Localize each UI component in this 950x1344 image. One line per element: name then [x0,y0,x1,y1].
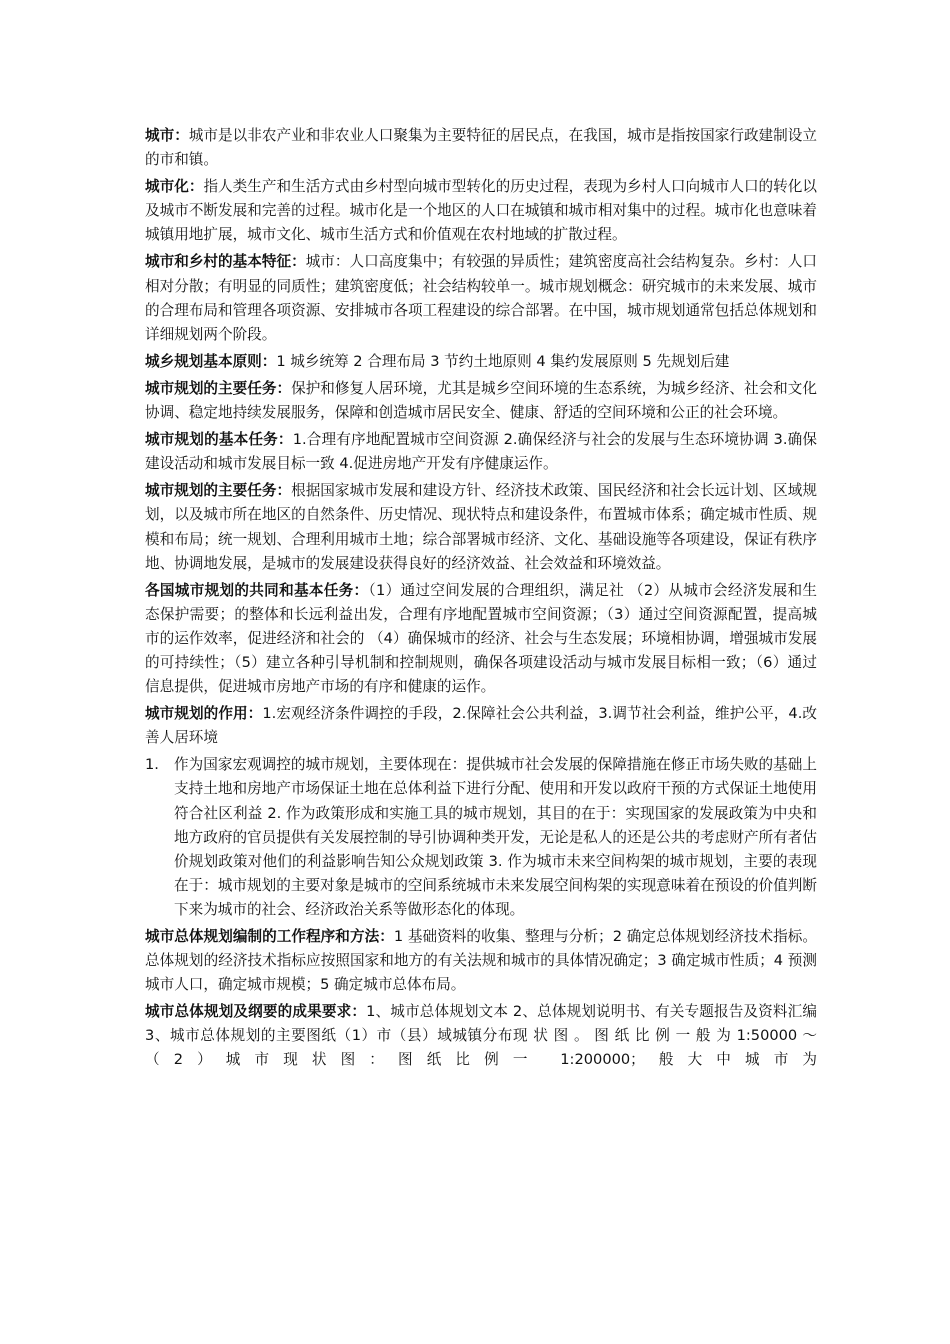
term-heading: 城市规划的作用： [145,705,263,723]
paragraph-common-tasks [145,579,817,699]
term-heading: 城市： [145,127,189,144]
paragraph-text: 保护和修复人居环境，尤其是城乡空间环境的生态系统，为城乡经济、社会和文化协调、稳定地持续发展服务，保障和创造城市居民安全、健康、舒适的空间环境和公正的社会环境。 [145,379,817,422]
paragraph-main-tasks-2 [145,479,817,575]
paragraph-text: 城市：人口高度集中；有较强的异质性；建筑密度高社会结构复杂。乡村：人口相对分散；有明显的同质性；建筑密度低；社会结构较单一。城市规划概念：研究城市的未来发展、城市的合理布局和管理各项资源、安排城市各项工程建设的综合部署。在中国，城市规划通常包括总体规划和详细规划两个阶段。 [145,253,817,343]
paragraph-planning-principles [145,350,817,374]
paragraph-text: 指人类生产和生活方式由乡村型向城市型转化的历史过程，表现为乡村人口向城市人口的转化以及城市不断发展和完善的过程。城市化是一个地区的人口在城镇和城市相对集中的过程。城市化也意味着城镇用地扩展，城市文化、城市生活方式和价值观在农村地域的扩散过程。 [145,178,817,244]
list-number: 1. [145,756,159,774]
paragraph-text: 1.合理有序地配置城市空间资源 2.确保经济与社会的发展与生态环境协调 3.确保建设活动和城市发展目标一致 4.促进房地产开发有序健康运作。 [145,431,817,473]
term-heading: 城市规划的基本任务： [145,431,293,449]
paragraph-urban-rural-features [145,250,817,346]
term-heading: 城乡规划基本原则： [145,352,277,370]
term-heading: 各国城市规划的共同和基本任务： [145,581,369,599]
term-heading: 城市化： [145,178,204,196]
paragraph-text: 根据国家城市发展和建设方针、经济技术政策、国民经济和社会长远计划、区域规划，以及城市所在地区的自然条件、历史情况、现状特点和建设条件，布置城市体系；确定城市性质、规模和布局；统一规划、合理利用城市土地；综合部署城市经济、文化、基础设施等各项建设，保证有秩序地、协调地发展，是城市的发展建设获得良好的经济效益、社会效益和环境效益。 [145,482,817,572]
term-heading: 城市总体规划编制的工作程序和方法： [145,928,394,945]
term-heading: 城市规划的主要任务： [145,482,292,500]
paragraph-urbanization [145,175,817,247]
term-heading: 城市规划的主要任务： [145,379,292,397]
list-item-text: 作为国家宏观调控的城市规划，主要体现在：提供城市社会发展的保障措施在修正市场失败的基础上支持土地和房地产市场保证土地在总体利益下进行分配、使用和开发以政府干预的方式保证土地使用符合社区利益 2. 作为政策形成和实施工具的城市规划，其目的在于：实现国家的发展政策为中央和地方政府的官员提供有关发展控制的导引协调种类开发，无论是私人的还是公共的考虑财产所有者估价规划政策对他们的利益影响告知公众规划政策 3. 作为城市未来空间构架的城市规划，主要的表现在于：城市规划的主要对象是城市的空间系统城市未来发展空间构架的实现意味着在预设的价值判断下来为城市的社会、经济政治关系等做形态化的体现。 [174,756,817,918]
paragraph-text: 1.宏观经济条件调控的手段，2.保障社会公共利益，3.调节社会利益，维护公平，4.改善人居环境 [145,705,817,747]
paragraph-text: （1）通过空间发展的合理组织，满足社 （2）从城市会经济发展和生态保护需要；的整体和长远利益出发，合理有序地配置城市空间资源；（3）通过空间资源配置，提高城市的运作效率，促进经济和社会的 （4）确保城市的经济、社会与生态发展；环境相协调，增强城市发展的可持续性；（5）建立各种引导机制和控制规则，确保各项建设活动与城市发展目标相一致；（6）通过信息提供，促进城市房地产市场的有序和健康的运作。 [145,581,817,696]
paragraph-basic-tasks [145,428,817,476]
paragraph-city [145,124,817,172]
paragraph-master-plan-deliverables [145,1000,817,1072]
paragraph-main-tasks-1 [145,377,817,425]
term-heading: 城市总体规划及纲要的成果要求： [145,1003,367,1021]
paragraph-text: 1、城市总体规划文本 2、总体规划说明书、有关专题报告及资料汇编 3、城市总体规划的主要图纸（1）市（县）域城镇分布现 状 图 。 图 纸 比 例 一 般 为 1:50000 ～ （2）城市现状图：图纸比例一 1:200000；般大中城市为 [145,1003,817,1069]
paragraph-planning-role [145,702,817,750]
document-page [145,124,817,1076]
paragraph-master-plan-procedure [145,925,817,997]
paragraph-text: 城市是以非农产业和非农业人口聚集为主要特征的居民点，在我国，城市是指按国家行政建制设立的市和镇。 [145,127,817,169]
term-heading: 城市和乡村的基本特征： [145,253,306,271]
numbered-list-item [145,753,817,922]
paragraph-text: 1 基础资料的收集、整理与分析；2 确定总体规划经济技术指标。总体规划的经济技术指标应按照国家和地方的有关法规和城市的具体情况确定；3 确定城市性质；4 预测城市人口，确定城市规模；5 确定城市总体布局。 [145,928,817,994]
paragraph-text: 1 城乡统筹 2 合理布局 3 节约土地原则 4 集约发展原则 5 先规划后建 [276,352,730,370]
